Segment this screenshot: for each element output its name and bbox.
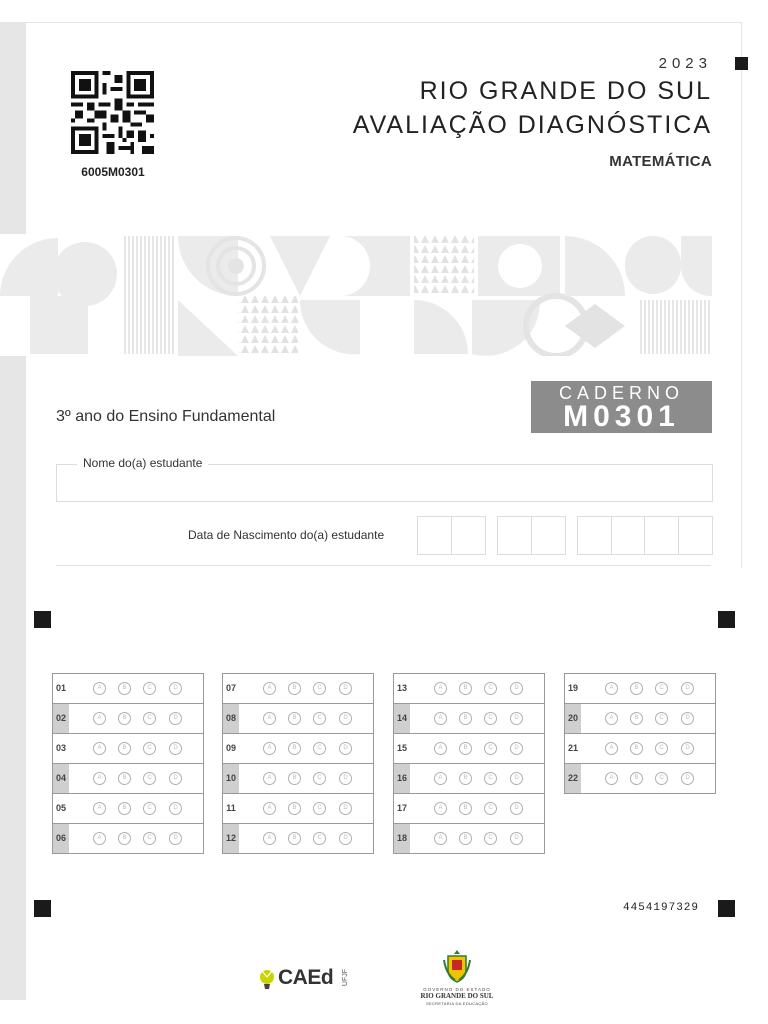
gov-line2: RIO GRANDE DO SUL [420,992,494,1000]
answer-bubble[interactable]: A [93,742,106,755]
answer-bubble[interactable]: B [118,802,131,815]
year: 2023 [658,55,712,72]
answer-row [222,704,374,734]
answer-bubble[interactable]: A [93,712,106,725]
question-number: 03 [55,743,66,753]
question-number: 12 [223,824,239,853]
caed-bulb-icon [256,968,278,992]
answer-column [393,673,545,854]
answer-bubble[interactable]: D [510,712,523,725]
answer-bubble[interactable]: A [263,742,276,755]
answer-bubble[interactable]: A [263,802,276,815]
answer-bubble[interactable]: B [288,832,301,845]
gov-line3: SECRETARIA DA EDUCAÇÃO [426,1001,488,1006]
caderno-badge [531,381,712,433]
answer-row [52,704,204,734]
question-number: 16 [394,764,410,793]
question-number: 11 [226,803,236,813]
answer-bubble[interactable]: B [630,712,643,725]
answer-bubble[interactable]: C [143,832,156,845]
decorative-pattern-banner [0,234,741,356]
answer-bubble[interactable]: C [143,712,156,725]
answer-bubble[interactable]: B [459,742,472,755]
answer-bubble[interactable]: D [169,682,182,695]
answer-bubble[interactable]: C [313,802,326,815]
dob-digit-box[interactable] [418,517,452,554]
caed-logo [256,966,356,994]
answer-bubble[interactable]: C [655,712,668,725]
answer-bubble[interactable]: D [169,712,182,725]
student-name-label: Nome do(a) estudante [77,456,208,470]
answer-row [52,673,204,704]
answer-bubble[interactable]: A [605,712,618,725]
answer-bubble[interactable]: B [118,712,131,725]
answer-row [222,794,374,824]
answer-bubble[interactable]: C [484,802,497,815]
answer-bubble[interactable]: B [630,682,643,695]
answer-bubble[interactable]: D [510,742,523,755]
answer-bubble[interactable]: B [630,742,643,755]
subject-title: MATEMÁTICA [609,153,712,170]
answer-bubble[interactable]: B [459,802,472,815]
question-number: 02 [53,704,69,733]
question-number: 01 [55,683,66,693]
answer-bubble[interactable]: C [484,712,497,725]
answer-column [564,673,716,794]
answer-bubble[interactable]: A [434,682,447,695]
caderno-code: M0301 [563,400,680,433]
answer-row [564,764,716,794]
answer-bubble[interactable]: A [263,712,276,725]
answer-bubble[interactable]: D [339,772,352,785]
exam-title: AVALIAÇÃO DIAGNÓSTICA [352,111,712,139]
answer-bubble[interactable]: A [605,772,618,785]
grade-label: 3º ano do Ensino Fundamental [56,408,276,425]
answer-bubble[interactable]: C [313,682,326,695]
state-title: RIO GRANDE DO SUL [419,77,712,105]
answer-bubble[interactable]: A [605,682,618,695]
answer-bubble[interactable]: B [630,772,643,785]
answer-row [222,734,374,764]
answer-row [393,764,545,794]
answer-bubble[interactable]: D [339,682,352,695]
answer-bubble[interactable]: B [288,682,301,695]
question-number: 22 [565,764,581,793]
answer-row [393,704,545,734]
dob-digit-box[interactable] [679,517,712,554]
answer-bubble[interactable]: B [288,802,301,815]
answer-bubble[interactable]: C [313,772,326,785]
answer-bubble[interactable]: A [605,742,618,755]
answer-bubble[interactable]: A [263,832,276,845]
answer-bubble[interactable]: A [93,832,106,845]
answer-bubble[interactable]: B [459,832,472,845]
answer-bubble[interactable]: A [93,772,106,785]
registration-mark [34,611,51,628]
answer-bubble[interactable]: A [434,742,447,755]
question-number: 15 [396,743,407,753]
answer-bubble[interactable]: C [484,682,497,695]
answer-row [222,673,374,704]
answer-bubble[interactable]: C [484,742,497,755]
answer-bubble[interactable]: B [288,742,301,755]
answer-bubble[interactable]: A [434,832,447,845]
gov-line1: GOVERNO DO ESTADO [423,987,491,992]
answer-bubble[interactable]: C [143,802,156,815]
answer-bubble[interactable]: D [169,772,182,785]
registration-mark [735,57,748,70]
coat-of-arms-icon [442,948,472,984]
answer-bubble[interactable]: B [288,712,301,725]
answer-row [52,734,204,764]
answer-bubble[interactable]: D [681,682,694,695]
answer-row [52,794,204,824]
answer-row [393,673,545,704]
answer-bubble[interactable]: C [143,682,156,695]
caderno-label: CADERNO [558,383,684,403]
dob-digit-box[interactable] [452,517,485,554]
answer-bubble[interactable]: D [169,802,182,815]
answer-bubble[interactable]: A [263,772,276,785]
question-number: 09 [225,743,236,753]
answer-bubble[interactable]: B [118,772,131,785]
answer-bubble[interactable]: C [655,742,668,755]
answer-bubble[interactable]: D [681,772,694,785]
student-name-field[interactable] [56,456,713,502]
answer-bubble[interactable]: B [118,832,131,845]
answer-bubble[interactable]: C [313,742,326,755]
answer-bubble[interactable]: D [339,802,352,815]
divider [56,565,711,566]
dob-digit-box[interactable] [498,517,532,554]
question-number: 05 [55,803,66,813]
answer-bubble[interactable]: B [459,712,472,725]
answer-bubble[interactable]: B [459,682,472,695]
dob-label: Data de Nascimento do(a) estudante [188,528,385,542]
answer-bubble[interactable]: C [655,682,668,695]
answer-bubble[interactable]: D [510,682,523,695]
answer-bubble[interactable]: B [118,742,131,755]
answer-bubble[interactable]: D [510,802,523,815]
question-number: 17 [396,803,407,813]
answer-row [52,764,204,794]
answer-row [222,824,374,854]
qr-code-label: 6005M0301 [81,165,145,179]
answer-row [52,824,204,854]
answer-row [222,764,374,794]
answer-bubble[interactable]: C [655,772,668,785]
dob-year-field[interactable] [577,516,713,555]
question-number: 20 [565,704,581,733]
answer-bubble[interactable]: B [288,772,301,785]
answer-bubble[interactable]: C [143,772,156,785]
dob-digit-box[interactable] [645,517,679,554]
answer-bubble[interactable]: C [484,832,497,845]
answer-bubble[interactable]: D [339,712,352,725]
answer-bubble[interactable]: A [434,772,447,785]
answer-bubble[interactable]: D [169,832,182,845]
question-number: 04 [53,764,69,793]
answer-row [564,734,716,764]
caed-logo-sub: UFJF [342,969,349,987]
dob-month-field[interactable] [497,516,566,555]
answer-bubble[interactable]: D [681,742,694,755]
dob-day-field[interactable] [417,516,486,555]
answer-column [52,673,204,854]
answer-bubble[interactable]: A [434,712,447,725]
question-number: 14 [394,704,410,733]
dob-digit-box[interactable] [578,517,612,554]
answer-bubble[interactable]: C [143,742,156,755]
answer-bubble[interactable]: D [339,742,352,755]
question-number: 08 [223,704,239,733]
answer-bubble[interactable]: D [510,772,523,785]
answer-bubble[interactable]: C [313,712,326,725]
answer-row [393,794,545,824]
answer-bubble[interactable]: D [169,742,182,755]
qr-code-icon [71,71,154,154]
answer-row [393,824,545,854]
question-number: 18 [394,824,410,853]
caed-logo-text: CAEd [278,966,334,989]
question-number: 06 [53,824,69,853]
question-number: 21 [567,743,578,753]
answer-bubble[interactable]: D [339,832,352,845]
answer-row [393,734,545,764]
question-number: 10 [223,764,239,793]
state-government-logo [420,948,494,1008]
registration-mark [34,900,51,917]
answer-bubble[interactable]: B [459,772,472,785]
answer-column [222,673,374,854]
dob-digit-box[interactable] [532,517,565,554]
answer-bubble[interactable]: A [93,802,106,815]
answer-bubble[interactable]: D [510,832,523,845]
answer-bubble[interactable]: B [118,682,131,695]
question-number: 19 [567,683,578,693]
answer-bubble[interactable]: A [263,682,276,695]
answer-bubble[interactable]: C [484,772,497,785]
question-number: 07 [225,683,236,693]
answer-row [564,704,716,734]
registration-mark [718,900,735,917]
serial-number: 4454197329 [623,902,700,914]
answer-row [564,673,716,704]
dob-digit-box[interactable] [612,517,645,554]
answer-bubble[interactable]: A [434,802,447,815]
answer-bubble[interactable]: D [681,712,694,725]
answer-bubble[interactable]: A [93,682,106,695]
left-margin-strip [0,22,26,1000]
question-number: 13 [396,683,407,693]
registration-mark [718,611,735,628]
answer-bubble[interactable]: C [313,832,326,845]
